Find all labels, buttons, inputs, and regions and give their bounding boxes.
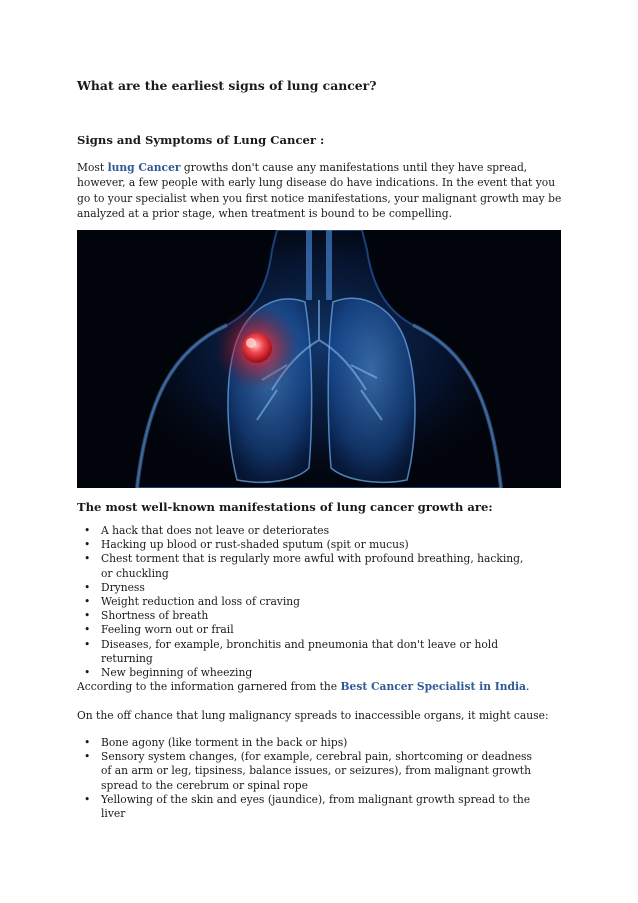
symptom-item-text: New beginning of wheezing <box>101 666 253 680</box>
cancer-specialist-link[interactable]: Best Cancer Specialist in India <box>340 680 526 693</box>
symptom-item-text: or chuckling <box>101 566 169 580</box>
symptom-item-text: Diseases, for example, bronchitis and pneumonia that don't leave or hold <box>101 637 499 651</box>
spread-effect-item-text: Yellowing of the skin and eyes (jaundice), from malignant growth spread to the <box>101 792 531 806</box>
symptoms-heading: The most well-known manifestations of lung cancer growth are: <box>77 500 493 514</box>
symptoms-list <box>77 524 523 680</box>
source-text: According to the information garnered from the <box>77 680 341 693</box>
tumor-highlight <box>246 338 256 348</box>
symptom-item <box>77 538 523 552</box>
symptom-item-text: Hacking up blood or rust-shaded sputum (spit or mucus) <box>101 538 409 552</box>
spread-effect-item <box>77 793 532 821</box>
source-paragraph <box>77 680 529 694</box>
bullet-icon: • <box>84 552 91 566</box>
symptom-item-text: Dryness <box>101 580 145 594</box>
lung-illustration-svg <box>77 230 561 488</box>
source-end: . <box>525 680 530 693</box>
symptom-item <box>77 595 523 609</box>
intro-line-4: analyzed at a prior stage, when treatment is bound to be compelling. <box>77 207 452 221</box>
intro-line-3: go to your specialist when you first notice manifestations, your malignant growth may be <box>77 191 562 205</box>
intro-line-1-rest: growths don't cause any manifestations until they have spread, <box>180 161 528 174</box>
section-subtitle: Signs and Symptoms of Lung Cancer : <box>77 133 325 147</box>
symptom-item-text: Feeling worn out or frail <box>101 623 234 637</box>
bullet-icon: • <box>84 524 91 537</box>
bullet-icon: • <box>84 750 91 764</box>
spread-effects-list <box>77 736 532 821</box>
intro-line-1 <box>77 160 567 175</box>
symptom-item-text: A hack that does not leave or deteriorates <box>101 524 330 537</box>
spread-intro: On the off chance that lung malignancy spreads to inaccessible organs, it might cause: <box>77 709 549 722</box>
page-title: What are the earliest signs of lung cancer? <box>77 78 377 93</box>
symptom-item <box>77 524 523 538</box>
bullet-icon: • <box>84 736 91 749</box>
intro-line-2: however, a few people with early lung disease do have indications. In the event that you <box>77 176 556 190</box>
symptom-item-text: Shortness of breath <box>101 609 209 623</box>
tumor-mass <box>242 333 272 363</box>
lung-illustration <box>77 230 561 488</box>
spread-effect-item <box>77 736 532 750</box>
lung-cancer-link[interactable]: lung Cancer <box>107 161 181 174</box>
intro-lead: Most <box>77 161 108 174</box>
symptom-item <box>77 581 523 595</box>
symptom-item-text: Chest torment that is regularly more awful with profound breathing, hacking, <box>101 552 524 566</box>
spread-effect-item-text: of an arm or leg, tipsiness, balance issues, or seizures), from malignant growth <box>101 764 531 778</box>
symptom-item <box>77 666 523 680</box>
symptom-item-text: returning <box>101 651 153 665</box>
bullet-icon: • <box>84 580 91 594</box>
bullet-icon: • <box>84 792 91 806</box>
intro-paragraph <box>77 160 567 222</box>
spread-effect-item-text: Bone agony (like torment in the back or hips) <box>101 736 348 749</box>
bullet-icon: • <box>84 637 91 651</box>
symptom-item <box>77 609 523 623</box>
bullet-icon: • <box>84 609 91 623</box>
spread-effect-item <box>77 750 532 793</box>
symptom-item <box>77 552 523 580</box>
spread-effect-item-text: liver <box>101 807 126 821</box>
symptom-item <box>77 638 523 666</box>
symptom-item-text: Weight reduction and loss of craving <box>101 595 300 609</box>
spread-effect-item-text: spread to the cerebrum or spinal rope <box>101 778 308 792</box>
bullet-icon: • <box>84 666 91 680</box>
bullet-icon: • <box>84 623 91 637</box>
bullet-icon: • <box>84 538 91 552</box>
bullet-icon: • <box>84 595 91 609</box>
spread-effect-item-text: Sensory system changes, (for example, cerebral pain, shortcoming or deadness <box>101 750 533 764</box>
symptom-item <box>77 623 523 637</box>
